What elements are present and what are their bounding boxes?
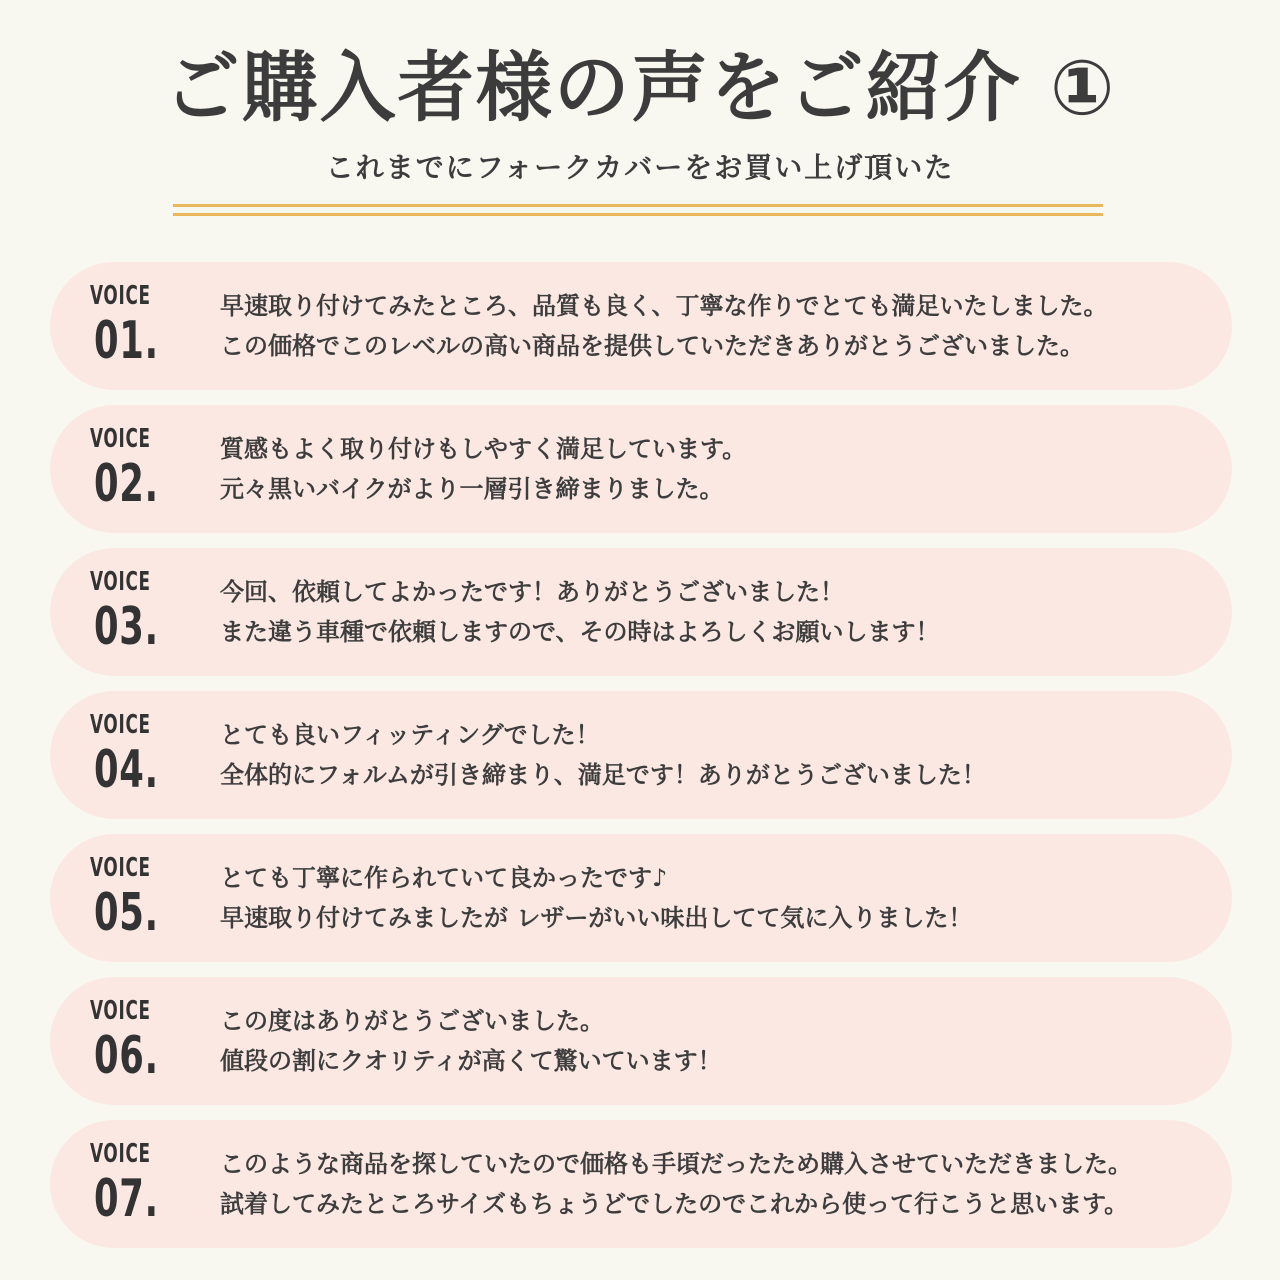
- voice-card-05: [50, 834, 1232, 962]
- voice-text: [220, 572, 1220, 652]
- voice-text-line: 値段の割にクオリティが高くて驚いています！: [220, 1047, 722, 1075]
- voice-card-04: [50, 691, 1232, 819]
- page-title: ご購入者様の声をご紹介 ①: [163, 43, 1117, 132]
- voice-label: VOICE: [90, 1139, 151, 1169]
- voice-card-02: [50, 405, 1232, 533]
- voice-label: VOICE: [90, 567, 151, 597]
- voice-number: 02.: [94, 454, 159, 514]
- voice-card-07: [50, 1120, 1232, 1248]
- page-subtitle: これまでにフォークカバーをお買い上げ頂いた: [325, 151, 955, 184]
- voice-list: [50, 262, 1232, 1263]
- voice-text: [220, 286, 1220, 366]
- divider-line-bottom: [173, 213, 1103, 216]
- voice-text-line: とても丁寧に作られていて良かったです♪: [220, 864, 668, 892]
- voice-label: VOICE: [90, 424, 151, 454]
- voice-text: [220, 429, 1220, 509]
- divider-line-top: [173, 204, 1103, 207]
- voice-text-line: 質感もよく取り付けもしやすく満足しています。: [220, 435, 747, 463]
- voice-text-line: 早速取り付けてみましたが レザーがいい味出してて気に入りました！: [220, 904, 973, 932]
- voice-card-06: [50, 977, 1232, 1105]
- voice-label: VOICE: [90, 996, 151, 1026]
- voice-number: 04.: [94, 740, 159, 800]
- voice-text: [220, 715, 1220, 795]
- voice-text-line: 試着してみたところサイズもちょうどでしたのでこれから使って行こうと思います。: [220, 1190, 1129, 1218]
- voice-number: 01.: [94, 311, 159, 371]
- voice-text-line: とても良いフィッティングでした！: [220, 721, 600, 749]
- voice-text-line: この価格でこのレベルの高い商品を提供していただきありがとうございました。: [220, 332, 1084, 360]
- voice-text-line: また違う車種で依頼しますので、その時はよろしくお願いします！: [220, 618, 940, 646]
- voice-number: 05.: [94, 883, 159, 943]
- voice-card-01: [50, 262, 1232, 390]
- voice-number: 07.: [94, 1169, 159, 1229]
- voice-text-line: このような商品を探していたので価格も手頃だったため購入させていただきました。: [220, 1150, 1132, 1178]
- voice-label: VOICE: [90, 281, 151, 311]
- voice-text-line: 今回、依頼してよかったです！ありがとうございました！: [220, 578, 844, 606]
- voice-text-line: 元々黒いバイクがより一層引き締まりました。: [220, 475, 724, 503]
- voice-text-line: 全体的にフォルムが引き締まり、満足です！ありがとうございました！: [220, 761, 986, 789]
- voice-text-line: この度はありがとうございました。: [220, 1007, 604, 1035]
- voice-label: VOICE: [90, 710, 151, 740]
- voice-card-03: [50, 548, 1232, 676]
- voice-text-line: 早速取り付けてみたところ、品質も良く、丁寧な作りでとても満足いたしました。: [220, 292, 1108, 320]
- voice-text: [220, 858, 1220, 938]
- voice-text: [220, 1001, 1220, 1081]
- voice-number: 06.: [94, 1026, 159, 1086]
- voice-number: 03.: [94, 597, 159, 657]
- voice-label: VOICE: [90, 853, 151, 883]
- voice-text: [220, 1144, 1220, 1224]
